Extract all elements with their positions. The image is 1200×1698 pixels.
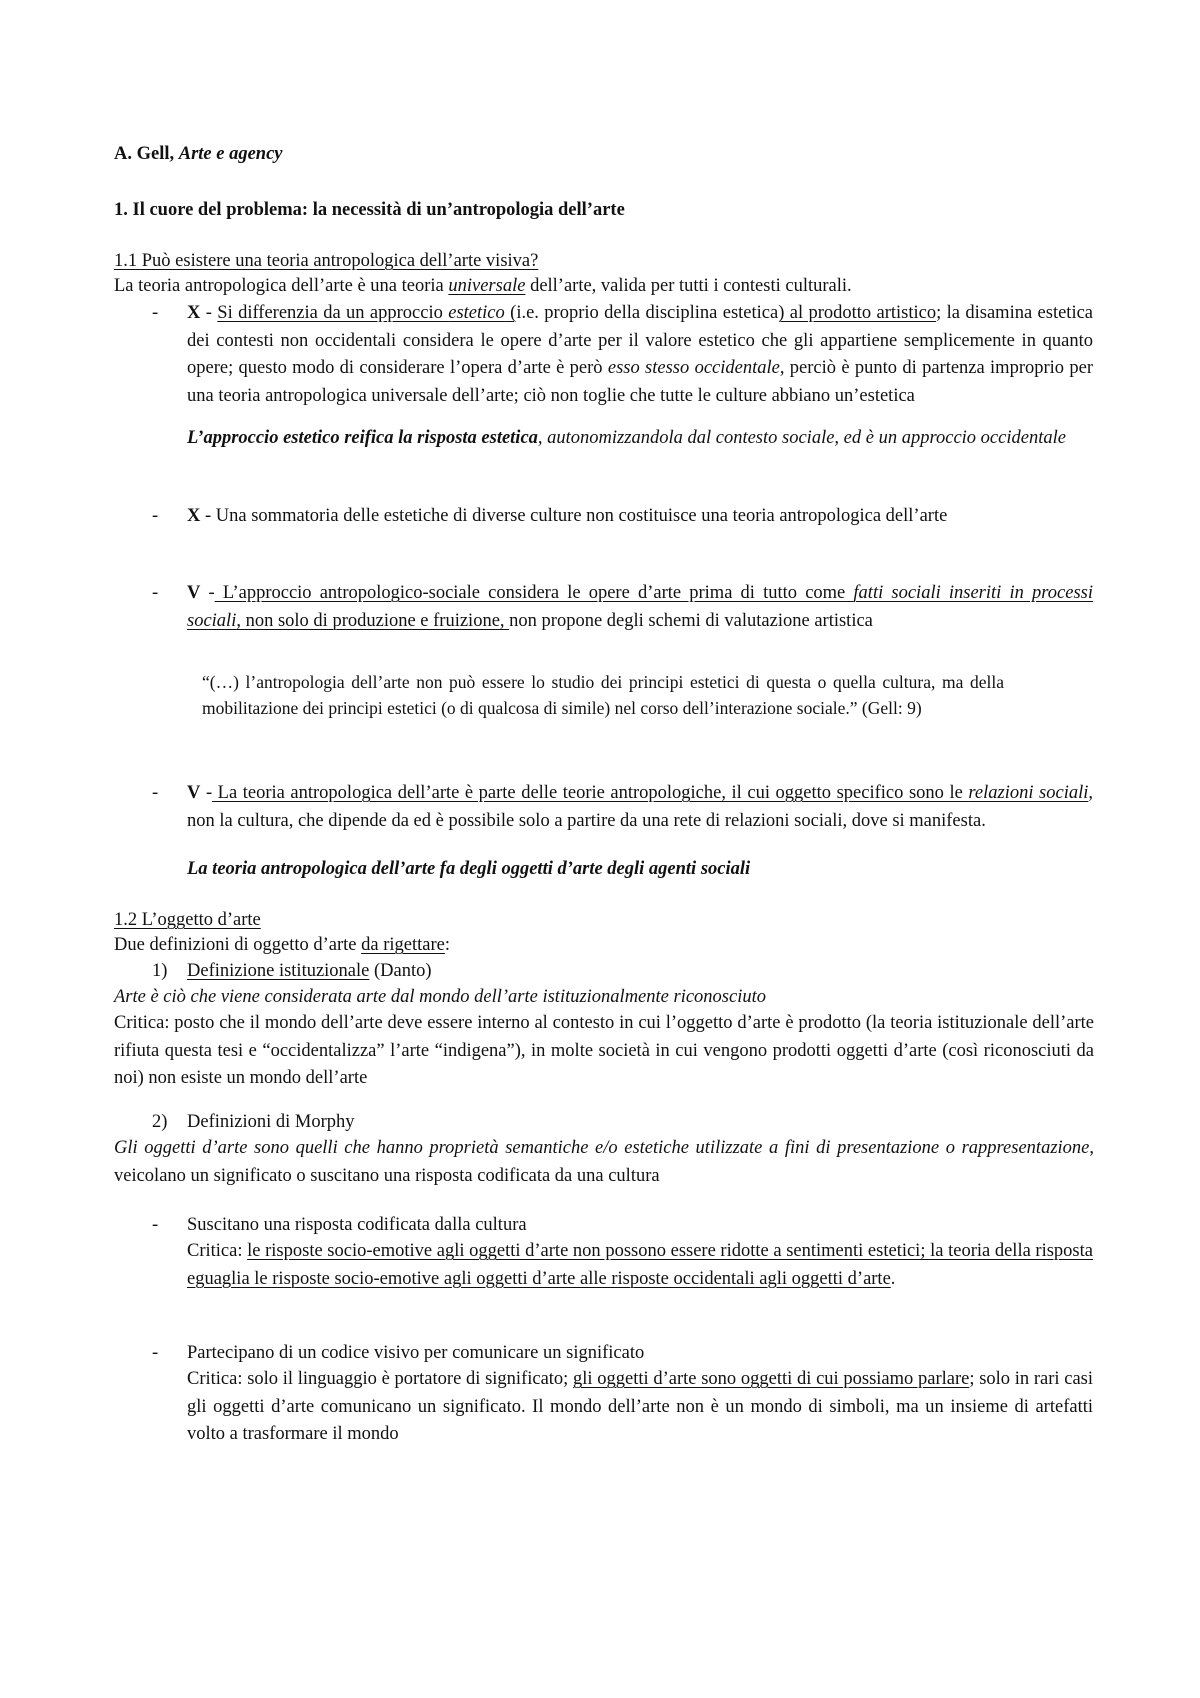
- definitions-intro: Due definizioni di oggetto d’arte da rigettare:: [114, 935, 450, 955]
- list-item-social-relations: V - La teoria antropologica dell’arte è parte delle teorie antropologiche, il cui oggetto specifico sono le relazioni sociali, non la cultura, che dipende da ed è possibile solo a partire da una rete di relazioni sociali, dove si manifesta.: [187, 783, 1093, 831]
- section-heading: 1. Il cuore del problema: la necessità di un’antropologia dell’arte: [114, 200, 625, 220]
- list-dash: -: [152, 303, 159, 323]
- author: A. Gell,: [114, 144, 175, 164]
- list-dash: -: [152, 583, 159, 603]
- list-number: 2): [152, 1112, 168, 1132]
- bullet-visual-code: Partecipano di un codice visivo per comunicare un significato: [187, 1343, 645, 1363]
- bullet-coded-response: Suscitano una risposta codificata dalla cultura: [187, 1215, 527, 1235]
- list-item-sum-aesthetics: X - Una sommatoria delle estetiche di diverse culture non costituisce una teoria antropologica dell’arte: [187, 506, 948, 526]
- list-dash: -: [152, 1343, 159, 1363]
- definition-1-text: Arte è ciò che viene considerata arte dal mondo dell’arte istituzionalmente riconosciuto: [114, 987, 766, 1007]
- list-dash: -: [152, 506, 159, 526]
- list-dash: -: [152, 783, 159, 803]
- intro-paragraph: La teoria antropologica dell’arte è una teoria universale dell’arte, valida per tutti i contesti culturali.: [114, 276, 852, 296]
- item-emphasis: L’approccio estetico reifica la risposta estetica, autonomizzandola dal contesto sociale, ed è un approccio occidentale: [187, 428, 1066, 448]
- definition-2-label: Definizioni di Morphy: [187, 1112, 355, 1132]
- definition-1-critique: Critica: posto che il mondo dell’arte deve essere interno al contesto in cui l’oggetto d’arte è prodotto (la teoria istituzionale dell’arte rifiuta questa tesi e “occidentalizza” l’arte “indigena”), in molte società in cui vengono prodotti oggetti d’arte (così riconosciuti da noi) non esiste un mondo dell’arte: [114, 1013, 1094, 1088]
- list-item-social-approach: V - L’approccio antropologico-sociale considera le opere d’arte prima di tutto come fatti sociali inseriti in processi sociali, non solo di produzione e fruizione, non propone degli schemi di valutazione artistica: [187, 583, 1093, 631]
- bullet-visual-code-critique: Critica: solo il linguaggio è portatore di significato; gli oggetti d’arte sono oggetti di cui possiamo parlare; solo in rari casi gli oggetti d’arte comunicano un significato. Il mondo dell’arte non è un mondo di simboli, ma un insieme di artefatti volto a trasformare il mondo: [187, 1369, 1093, 1444]
- document-title: [114, 141, 1094, 169]
- bullet-coded-response-critique: Critica: le risposte socio-emotive agli oggetti d’arte non possono essere ridotte a sentimenti estetici; la teoria della risposta eguaglia le risposte socio-emotive agli oggetti d’arte alle risposte occidentali agli oggetti d’arte.: [187, 1241, 1093, 1289]
- block-quote: “(…) l’antropologia dell’arte non può essere lo studio dei principi estetici di questa o quella cultura, ma della mobilitazione dei principi estetici (o di qualcosa di simile) nel corso dell’interazione sociale.” (Gell: 9): [202, 672, 1004, 718]
- definition-1-label: Definizione istituzionale (Danto): [187, 961, 432, 981]
- item-emphasis: La teoria antropologica dell’arte fa degli oggetti d’arte degli agenti sociali: [187, 859, 751, 879]
- list-item-aesthetic: X - Si differenzia da un approccio estetico (i.e. proprio della disciplina estetica) al prodotto artistico; la disamina estetica dei contesti non occidentali considera le opere d’arte per il valore estetico che gli appartiene semplicemente in quanto opere; questo modo di considerare l’opera d’arte è però esso stesso occidentale, perciò è punto di partenza improprio per una teoria antropologica universale dell’arte; ciò non toglie che tutte le culture abbiano un’estetica: [187, 303, 1094, 406]
- book-title: Arte e agency: [178, 144, 283, 164]
- list-number: 1): [152, 961, 168, 981]
- subsection-heading-1-2: 1.2 L’oggetto d’arte: [114, 910, 261, 930]
- list-dash: -: [152, 1215, 159, 1235]
- subsection-heading-1-1: 1.1 Può esistere una teoria antropologica dell’arte visiva?: [114, 251, 539, 271]
- definition-2-text: Gli oggetti d’arte sono quelli che hanno proprietà semantiche e/o estetiche utilizzate a fini di presentazione o rappresentazione, veicolano un significato o suscitano una risposta codificata da una cultura: [114, 1138, 1094, 1186]
